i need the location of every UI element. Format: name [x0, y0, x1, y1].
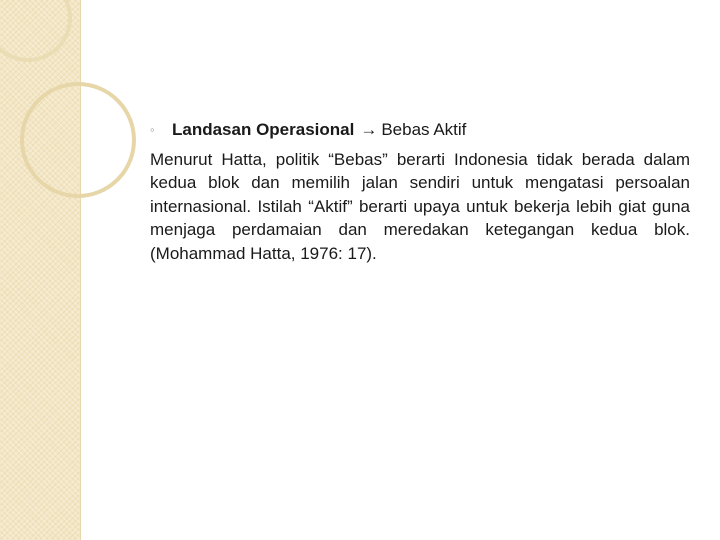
arrow-right-icon: → [360, 120, 378, 139]
decorative-rings [0, 0, 150, 260]
upper-ring [0, 0, 70, 60]
lower-ring [22, 84, 134, 196]
bullet-heading [150, 118, 690, 142]
bullet-marker: ◦ [150, 122, 155, 137]
heading-subtitle: Bebas Aktif [381, 120, 467, 139]
slide-content [150, 118, 690, 265]
body-paragraph: Menurut Hatta, politik “Bebas” berarti Indonesia tidak berada dalam kedua blok dan memilih jalan sendiri untuk mengatasi persoalan internasional. Istilah “Aktif” berarti upaya untuk bekerja lebih giat guna menjaga perdamaian dan meredakan ketegangan kedua blok. (Mohammad Hatta, 1976: 17). [150, 149, 690, 263]
heading-title: Landasan Operasional [172, 120, 355, 139]
